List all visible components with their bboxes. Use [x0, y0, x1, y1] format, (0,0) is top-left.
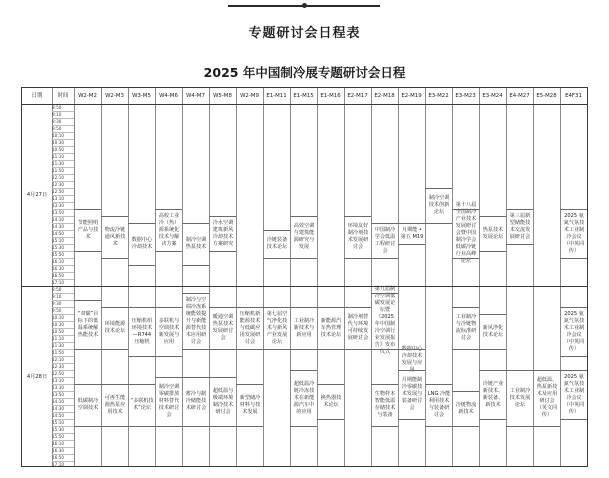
session-border — [263, 349, 290, 350]
session-cell[interactable]: LNG 冷能利用技术与装备研讨会 — [427, 391, 451, 418]
session-border — [560, 258, 587, 259]
session-cell[interactable]: 2025 氨氮气氛技术工业制冷会议（中英同传） — [563, 310, 585, 352]
header-room: E2-M18 — [374, 93, 395, 99]
session-border — [479, 419, 506, 420]
session-cell[interactable]: 低碳制冷空调技术 — [77, 398, 99, 411]
session-cell[interactable]: 节能照明产品与技术 — [77, 219, 99, 240]
session-border — [479, 251, 506, 252]
time-row-divider — [52, 230, 74, 231]
session-cell[interactable]: 冷链装备技术论坛 — [266, 237, 288, 250]
session-border — [155, 209, 182, 210]
header-room: E1-M16 — [320, 93, 341, 99]
time-slot: 9:50 — [52, 308, 62, 313]
session-border — [371, 349, 398, 350]
session-border — [128, 265, 155, 266]
time-slot: 8:50 — [52, 105, 62, 110]
session-border — [371, 258, 398, 259]
session-border — [425, 223, 452, 224]
time-slot: 15:30 — [52, 245, 65, 250]
session-border — [290, 216, 317, 217]
session-border — [479, 314, 506, 315]
time-row-divider — [52, 349, 74, 350]
session-border — [155, 377, 182, 378]
time-row-divider — [52, 237, 74, 238]
header-room: W4-M7 — [186, 93, 205, 99]
time-slot: 15:50 — [52, 434, 65, 439]
time-row-divider — [52, 293, 74, 294]
time-slot: 16:50 — [52, 455, 65, 460]
session-border — [74, 300, 101, 301]
session-border — [317, 349, 344, 350]
session-cell[interactable]: 超低温冷链冷冻技术在新能源汽车中的应用 — [293, 380, 315, 415]
time-row-divider — [52, 209, 74, 210]
time-slot: 9:30 — [52, 301, 62, 306]
time-row-divider — [52, 223, 74, 224]
session-cell[interactable]: 热泵技术发展论坛 — [482, 226, 504, 240]
session-cell[interactable]: 第十八届全国制冷产业技术发展研讨会暨中国制冷学会低碳冷链行业高峰论坛 — [455, 202, 477, 264]
session-cell[interactable]: 工业制冷新技术与新应用 — [293, 317, 315, 338]
session-border — [182, 426, 209, 427]
session-cell[interactable]: 冷链产业新技术、新装备、新技术 — [482, 380, 504, 408]
session-cell[interactable]: 压缩机组环境技术—R744 压缩机 — [131, 317, 153, 345]
session-border — [506, 244, 533, 245]
session-cell[interactable]: 月期能制冷零碳技术发展与装备研讨会 — [401, 377, 423, 411]
session-cell[interactable]: 中国制冷学会低温工程研讨会 — [374, 226, 396, 254]
time-row-divider — [52, 258, 74, 259]
session-border — [452, 209, 479, 210]
time-row-divider — [52, 433, 74, 434]
session-border — [209, 307, 236, 308]
session-border — [398, 244, 425, 245]
session-border — [101, 384, 128, 385]
session-cell[interactable]: 冷水空调建筑新风冷却技术方案研究 — [212, 219, 234, 247]
time-slot: 13:50 — [52, 392, 65, 397]
session-border — [182, 349, 209, 350]
session-cell[interactable]: 可再生能源热泵应用技术 — [104, 394, 126, 415]
time-slot: 14:30 — [52, 224, 65, 229]
time-slot: 14:50 — [52, 413, 65, 418]
time-slot: 11:30 — [52, 343, 65, 348]
time-row-divider — [52, 363, 74, 364]
session-cell[interactable]: 数据中心冷却技术发展与应用 — [401, 345, 423, 373]
time-row-divider — [52, 167, 74, 168]
time-row-divider — [52, 321, 74, 322]
header-decoration-dot — [302, 3, 307, 8]
header-room: E3-M22 — [428, 93, 449, 99]
session-border — [506, 426, 533, 427]
time-row-divider — [52, 132, 74, 133]
session-border — [128, 356, 155, 357]
session-cell[interactable]: 第九届制冷空调低碳发展论坛暨《2025 年中国制冷空调行业发展报告》发布仪式 — [374, 286, 396, 355]
time-slot: 13:30 — [52, 203, 65, 208]
time-slot: 13:10 — [52, 378, 65, 383]
time-slot: 12:30 — [52, 182, 65, 187]
time-row-divider — [52, 251, 74, 252]
session-cell[interactable]: 制冷剂替代与环境可持续发展研讨会 — [347, 314, 369, 341]
time-row-divider — [52, 307, 74, 308]
session-border — [128, 307, 155, 308]
session-border — [344, 349, 371, 350]
session-cell[interactable]: 物流冷链通风新技术 — [104, 226, 126, 247]
session-border — [398, 223, 425, 224]
time-row-divider — [52, 328, 74, 329]
session-border — [344, 307, 371, 308]
session-cell[interactable]: 2025 氨氮气氛技术工业制冷会议（中英同传） — [563, 212, 585, 254]
session-cell[interactable]: 生物样本智能低温存储技术与装备 — [374, 391, 396, 418]
schedule-table — [21, 87, 588, 467]
table-title: 2025 年中国制冷展专题研讨会日程 — [203, 65, 406, 80]
session-cell[interactable]: 压缩机新能源技术与低碳应用发展研讨会 — [239, 310, 261, 345]
session-border — [263, 258, 290, 259]
session-border — [452, 426, 479, 427]
time-slot: 11:30 — [52, 161, 65, 166]
session-border — [425, 188, 452, 189]
time-slot: 10:30 — [52, 322, 65, 327]
session-border — [101, 307, 128, 308]
session-border — [74, 349, 101, 350]
header-room: W2-M9 — [240, 93, 259, 99]
time-slot: 15:30 — [52, 427, 65, 432]
time-slot: 10:50 — [52, 329, 65, 334]
header-room: E4-M27 — [509, 93, 530, 99]
session-border — [344, 258, 371, 259]
header-room: E3-M24 — [482, 93, 503, 99]
session-border — [560, 356, 587, 357]
time-row-divider — [52, 440, 74, 441]
header-room: E5-M28 — [536, 93, 557, 99]
time-slot: 16:30 — [52, 448, 65, 453]
session-cell[interactable]: 新风净化技术论坛 — [482, 324, 504, 338]
time-row-divider — [52, 202, 74, 203]
time-slot: 10:10 — [52, 133, 65, 138]
header-room: W3-M5 — [132, 93, 151, 99]
session-border — [317, 384, 344, 385]
session-border — [74, 251, 101, 252]
session-border — [74, 384, 101, 385]
day-label: 4月27日 — [26, 192, 48, 198]
session-border — [452, 258, 479, 259]
time-slot: 9:30 — [52, 119, 62, 124]
time-row-divider — [52, 118, 74, 119]
session-border — [101, 349, 128, 350]
time-row-divider — [52, 181, 74, 182]
time-slot: 12:10 — [52, 175, 65, 180]
time-slot: 15:10 — [52, 238, 65, 243]
time-slot: 13:10 — [52, 196, 65, 201]
time-slot: 14:50 — [52, 231, 65, 236]
session-border — [236, 384, 263, 385]
session-border — [479, 216, 506, 217]
header-divider — [22, 104, 587, 105]
time-slot: 12:50 — [52, 189, 65, 194]
session-border — [155, 426, 182, 427]
time-row-divider — [52, 314, 74, 315]
time-row-divider — [52, 174, 74, 175]
time-row-divider — [52, 335, 74, 336]
session-border — [290, 349, 317, 350]
time-slot: 14:10 — [52, 399, 65, 404]
time-row-divider — [52, 419, 74, 420]
session-border — [344, 216, 371, 217]
session-border — [182, 223, 209, 224]
session-cell[interactable]: 工业制冷与冷链物流标准研讨会 — [455, 314, 477, 341]
time-slot: 11:10 — [52, 154, 65, 159]
session-border — [371, 223, 398, 224]
page-heading: 专题研讨会日程表 — [248, 26, 361, 41]
time-slot: 10:30 — [52, 140, 65, 145]
session-cell[interactable]: 第七届空气净化技术与新风产业发展论坛 — [266, 310, 288, 345]
session-border — [182, 377, 209, 378]
session-border — [398, 349, 425, 350]
time-slot: 8:50 — [52, 287, 62, 292]
time-row-divider — [52, 125, 74, 126]
time-slot: 15:50 — [52, 252, 65, 257]
time-slot: 14:30 — [52, 406, 65, 411]
session-cell[interactable]: 超低温与极端环境制冷技术研讨会 — [212, 387, 234, 415]
time-row-divider — [52, 426, 74, 427]
time-slot: 12:50 — [52, 371, 65, 376]
header-room: W2-M2 — [78, 93, 97, 99]
time-row-divider — [52, 111, 74, 112]
header-room: W5-M8 — [213, 93, 232, 99]
session-cell[interactable]: 制冷空调技术创新论坛 — [428, 195, 450, 215]
session-border — [209, 251, 236, 252]
time-slot: 9:10 — [52, 112, 62, 117]
time-row-divider — [52, 447, 74, 448]
session-border — [290, 307, 317, 308]
column-divider — [344, 88, 345, 466]
session-border — [209, 349, 236, 350]
session-cell[interactable]: 环境能源技术论坛 — [104, 321, 126, 334]
session-border — [452, 349, 479, 350]
session-border — [128, 384, 155, 385]
session-border — [155, 251, 182, 252]
time-row-divider — [52, 146, 74, 147]
session-border — [290, 426, 317, 427]
time-slot: 11:50 — [52, 350, 65, 355]
header-room: E2-M19 — [401, 93, 422, 99]
session-border — [560, 370, 587, 371]
session-border — [371, 426, 398, 427]
session-border — [101, 258, 128, 259]
session-cell[interactable]: 数据中心冷却技术 — [131, 237, 153, 250]
header-room: E4F31 — [565, 93, 582, 99]
session-cell[interactable]: “双碳”目标下的低温系统解热能技术 — [77, 310, 99, 338]
session-cell[interactable]: 工业制冷技术发展论坛 — [509, 387, 531, 408]
session-cell[interactable]: 第三届新型储能技术交流发展研讨会 — [509, 212, 531, 240]
time-row-divider — [52, 195, 74, 196]
time-row-divider — [52, 188, 74, 189]
session-border — [155, 307, 182, 308]
session-border — [101, 216, 128, 217]
session-border — [101, 426, 128, 427]
time-slot: 14:10 — [52, 217, 65, 222]
header-room: E3-M23 — [455, 93, 476, 99]
time-slot: 16:30 — [52, 266, 65, 271]
session-cell[interactable]: 换热器技术论坛 — [320, 394, 342, 408]
time-slot: 11:10 — [52, 336, 65, 341]
session-border — [236, 426, 263, 427]
header-room: E1-M11 — [266, 93, 287, 99]
time-row-divider — [52, 265, 74, 266]
session-border — [371, 384, 398, 385]
time-row-divider — [52, 384, 74, 385]
session-cell[interactable]: 冷链物流新技术 — [455, 401, 477, 415]
time-slot: 11:50 — [52, 168, 65, 173]
session-border — [236, 307, 263, 308]
day-divider — [22, 286, 587, 287]
session-cell[interactable]: 暖通空调热泵技术发展研讨会 — [212, 314, 234, 341]
session-border — [128, 223, 155, 224]
time-row-divider — [52, 300, 74, 301]
session-border — [128, 426, 155, 427]
session-cell[interactable]: 新型储冷材料与技术发展 — [239, 394, 261, 415]
session-border — [506, 370, 533, 371]
header-time-label: 时间 — [57, 93, 69, 99]
time-row-divider — [52, 370, 74, 371]
time-row-divider — [52, 405, 74, 406]
header-room: E1-M15 — [293, 93, 314, 99]
session-cell[interactable]: 制冷空调零碳排放材料替代技术研讨会 — [158, 384, 180, 418]
session-border — [452, 307, 479, 308]
column-divider — [263, 88, 264, 466]
session-cell[interactable]: 环境友好制冷剂技术发展研讨会 — [347, 223, 369, 250]
session-border — [236, 349, 263, 350]
time-slot: 16:50 — [52, 273, 65, 278]
time-slot: 10:10 — [52, 315, 65, 320]
session-border — [398, 419, 425, 420]
session-border — [263, 230, 290, 231]
session-cell[interactable]: 超低温、热泵新技术及应用研讨会（英文同传） — [536, 377, 558, 418]
session-border — [398, 370, 425, 371]
time-slot: 16:10 — [52, 441, 65, 446]
time-row-divider — [52, 461, 74, 462]
time-slot: 13:50 — [52, 210, 65, 215]
header-room: W2-M3 — [105, 93, 124, 99]
session-cell[interactable]: 制冷空调热泵技术 — [185, 237, 207, 250]
time-slot: 12:10 — [52, 357, 65, 362]
session-border — [74, 209, 101, 210]
time-row-divider — [52, 391, 74, 392]
session-border — [182, 293, 209, 294]
session-border — [209, 377, 236, 378]
session-border — [452, 391, 479, 392]
time-slot: 15:10 — [52, 420, 65, 425]
session-border — [290, 370, 317, 371]
time-slot: 17:10 — [52, 280, 65, 285]
session-border — [155, 356, 182, 357]
time-row-divider — [52, 356, 74, 357]
time-slot: 17:10 — [52, 462, 65, 467]
time-slot: 10:50 — [52, 147, 65, 152]
session-border — [560, 307, 587, 308]
session-cell[interactable]: 新能源汽车热管理技术论坛 — [320, 317, 342, 338]
time-slot: 13:30 — [52, 385, 65, 390]
session-border — [506, 209, 533, 210]
time-slot: 16:10 — [52, 259, 65, 264]
session-border — [371, 293, 398, 294]
time-row-divider — [52, 272, 74, 273]
time-row-divider — [52, 454, 74, 455]
session-border — [533, 426, 560, 427]
session-border — [263, 307, 290, 308]
time-row-divider — [52, 398, 74, 399]
time-row-divider — [52, 244, 74, 245]
header-date-label: 日期 — [31, 93, 43, 99]
session-cell[interactable]: 高校工业冷（热）源系统化技术与解决方案 — [158, 212, 180, 247]
session-border — [290, 258, 317, 259]
time-row-divider — [52, 412, 74, 413]
session-cell[interactable]: 2025 氨氮气氛技术工业制冷会议（中英同传） — [563, 373, 585, 415]
time-slot: 9:10 — [52, 294, 62, 299]
time-row-divider — [52, 377, 74, 378]
session-border — [479, 349, 506, 350]
time-row-divider — [52, 139, 74, 140]
session-cell[interactable]: 制冷与空调冷冻系统能效提升与新能源替代技术应用研讨会 — [185, 296, 207, 345]
session-border — [425, 426, 452, 427]
session-border — [560, 419, 587, 420]
time-row-divider — [52, 279, 74, 280]
time-row-divider — [52, 216, 74, 217]
time-row-divider — [52, 160, 74, 161]
time-row-divider — [52, 342, 74, 343]
session-border — [317, 307, 344, 308]
session-cell[interactable]: “多联机技术”论坛 — [130, 398, 154, 411]
session-cell[interactable]: 高效空调与建筑能源研究与发展 — [293, 223, 315, 250]
session-cell[interactable]: 多联机与空调技术新发展与应用 — [158, 317, 180, 345]
session-border — [479, 370, 506, 371]
session-border — [209, 216, 236, 217]
time-slot: 12:30 — [52, 364, 65, 369]
session-cell[interactable]: 蓄冷与制冷储能技术研讨会 — [185, 391, 207, 411]
day-label: 4月28日 — [26, 374, 48, 380]
session-border — [560, 209, 587, 210]
session-border — [182, 265, 209, 266]
session-border — [425, 384, 452, 385]
session-border — [74, 426, 101, 427]
header-room: W4-M6 — [159, 93, 178, 99]
session-border — [533, 370, 560, 371]
header-room: E2-M17 — [347, 93, 368, 99]
time-slot: 9:50 — [52, 126, 62, 131]
time-row-divider — [52, 153, 74, 154]
session-border — [209, 426, 236, 427]
session-border — [317, 419, 344, 420]
session-cell[interactable]: 月期能 • 第五 M19 — [400, 226, 424, 240]
